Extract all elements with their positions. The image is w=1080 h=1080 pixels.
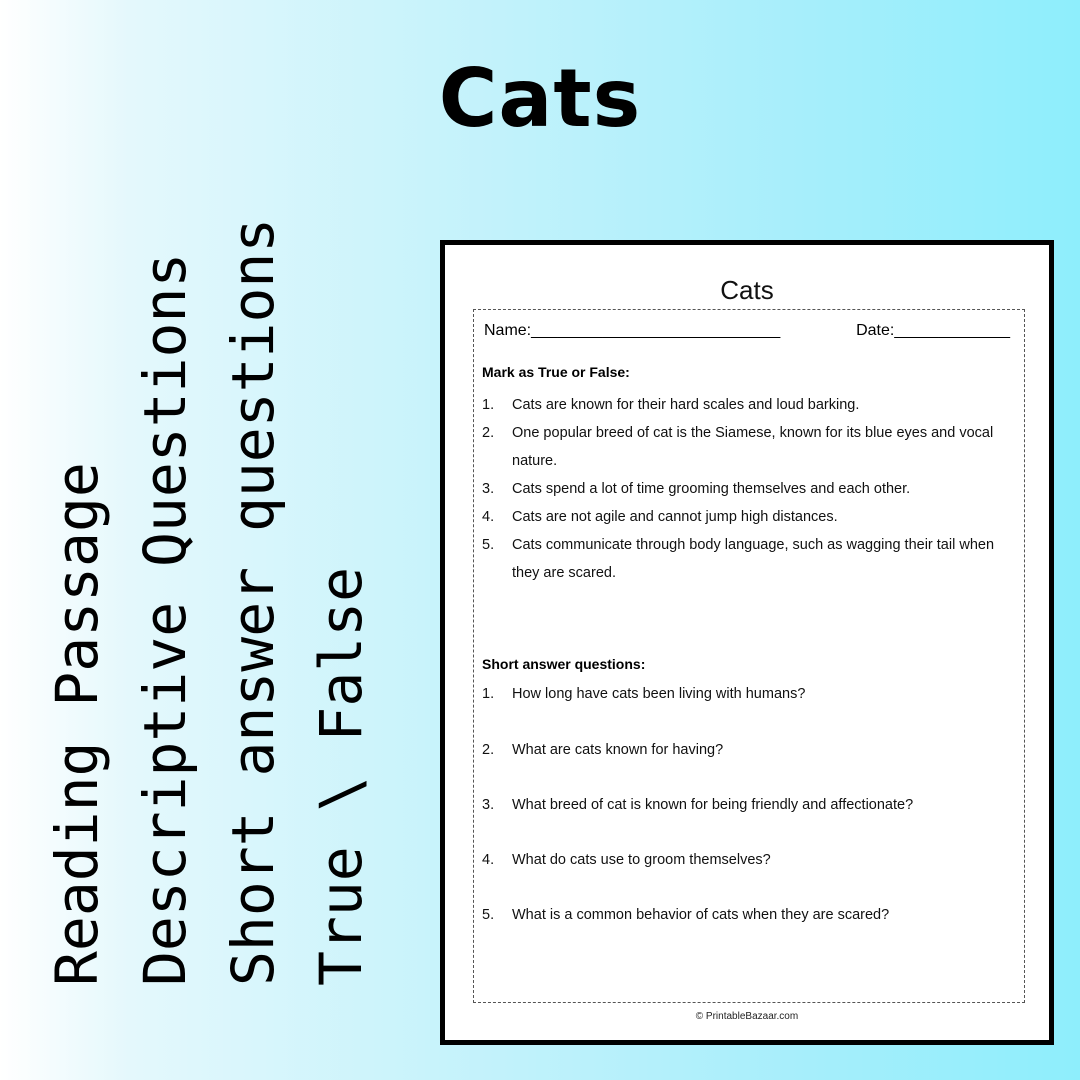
question-text: One popular breed of cat is the Siamese, known for its blue eyes and vocal nature. <box>512 425 994 469</box>
worksheet-title: Cats <box>720 275 774 305</box>
tf-question <box>482 531 1002 587</box>
question-number: 3. <box>482 481 495 497</box>
tf-question-list <box>482 391 1002 587</box>
tf-heading: Mark as True or False: <box>482 364 630 380</box>
question-text: What is a common behavior of cats when they are scared? <box>512 907 890 923</box>
question-text: What are cats known for having? <box>512 742 724 758</box>
label-reading-passage: Reading Passage <box>43 462 111 986</box>
copyright-footer: © PrintableBazaar.com <box>695 1011 799 1022</box>
label-descriptive-questions: Descriptive Questions <box>131 252 199 986</box>
feature-labels <box>40 217 380 1044</box>
sa-question <box>482 742 723 758</box>
worksheet-frame <box>473 309 1025 1003</box>
question-text: Cats communicate through body language, such as wagging their tail when they are scared. <box>512 537 995 581</box>
question-text: How long have cats been living with humans? <box>512 686 806 702</box>
question-text: What do cats use to groom themselves? <box>512 852 771 868</box>
question-number: 1. <box>482 686 495 702</box>
worksheet-preview <box>440 240 1054 1045</box>
sa-question <box>482 852 771 868</box>
question-number: 4. <box>482 852 495 868</box>
tf-question <box>482 475 1002 503</box>
page-title: Cats <box>438 52 642 145</box>
label-true-false: True \ False <box>307 566 375 986</box>
question-text: Cats spend a lot of time grooming themselves and each other. <box>512 481 911 497</box>
sa-question <box>482 686 805 702</box>
tf-question <box>482 419 1002 475</box>
question-text: What breed of cat is known for being friendly and affectionate? <box>512 797 914 813</box>
question-text: Cats are not agile and cannot jump high distances. <box>512 509 838 525</box>
name-date-row <box>484 322 1010 340</box>
sa-question <box>482 907 889 923</box>
name-field-label: Name:____________________________ <box>484 322 781 339</box>
sa-question <box>482 797 913 813</box>
question-number: 5. <box>482 537 495 553</box>
question-number: 1. <box>482 397 495 413</box>
tf-question <box>482 391 1002 419</box>
sa-heading: Short answer questions: <box>482 656 646 672</box>
question-number: 3. <box>482 797 495 813</box>
question-number: 2. <box>482 425 495 441</box>
question-text: Cats are known for their hard scales and loud barking. <box>512 397 860 413</box>
tf-question <box>482 503 1002 531</box>
question-number: 5. <box>482 907 495 923</box>
question-number: 2. <box>482 742 495 758</box>
label-short-answer: Short answer questions <box>219 217 287 986</box>
question-number: 4. <box>482 509 495 525</box>
date-field-label: Date:_____________ <box>856 322 1010 339</box>
